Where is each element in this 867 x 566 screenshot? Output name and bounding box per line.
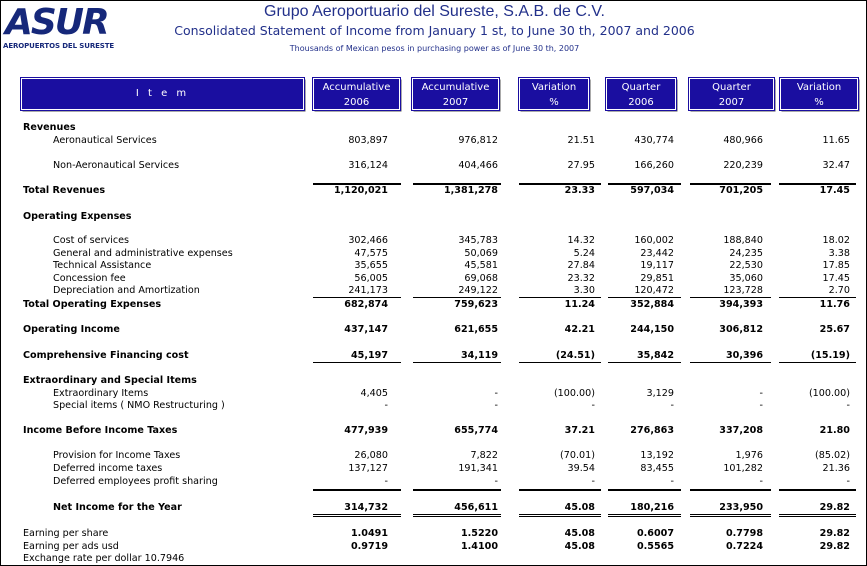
header-line2: % [814, 97, 824, 108]
row-value: 137,127 [348, 463, 388, 474]
row-label: Earning per share [23, 528, 109, 539]
total-rule [519, 514, 601, 517]
row-value: 337,208 [719, 425, 763, 436]
row-value: 191,341 [458, 463, 498, 474]
row-value: - [670, 400, 674, 411]
total-rule [608, 362, 681, 363]
row-value: - [384, 400, 388, 411]
row-value: 45.08 [564, 528, 595, 539]
row-value: (15.19) [810, 350, 850, 361]
row-value: 976,812 [458, 135, 498, 146]
header-col-4 [606, 78, 676, 110]
row-value: 27.95 [567, 160, 595, 171]
row-value: 655,774 [454, 425, 498, 436]
row-label: Non-Aeronautical Services [53, 160, 180, 171]
table-row [1, 350, 867, 362]
row-value: 456,611 [454, 502, 498, 513]
total-rule [519, 362, 601, 363]
row-value: 345,783 [458, 235, 498, 246]
row-label: Total Operating Expenses [23, 299, 162, 310]
table-row [1, 160, 867, 172]
table-row [1, 502, 867, 514]
row-value: 404,466 [458, 160, 498, 171]
company-name: Grupo Aeroportuario del Sureste, S.A.B. de C.V. [264, 3, 605, 20]
row-value: 17.45 [822, 273, 850, 284]
row-value: 4,405 [360, 388, 388, 399]
row-value: 45,581 [464, 260, 498, 271]
row-value: 1,976 [735, 450, 763, 461]
table-row [1, 425, 867, 437]
row-value: 314,732 [344, 502, 388, 513]
total-rule [779, 362, 856, 363]
row-value: 682,874 [344, 299, 388, 310]
units-note: Thousands of Mexican pesos in purchasing power as of June 30 th, 2007 [289, 44, 580, 53]
row-value: 316,124 [348, 160, 388, 171]
row-label: Exchange rate per dollar 10.7946 [23, 553, 185, 564]
row-value: 3.30 [573, 285, 595, 296]
row-label: General and administrative expenses [53, 248, 233, 259]
row-value: - [494, 400, 498, 411]
row-value: 21.51 [567, 135, 595, 146]
row-value: 621,655 [454, 324, 498, 335]
row-label: Extraordinary Items [53, 388, 149, 399]
header-line2: 2006 [343, 97, 370, 108]
row-value: (24.51) [555, 350, 595, 361]
header-col-2 [412, 78, 499, 110]
header-col-3 [519, 78, 589, 110]
header-line2: 2007 [718, 97, 745, 108]
row-value: 17.45 [819, 185, 850, 196]
row-value: 803,897 [348, 135, 388, 146]
row-value: 18.02 [822, 235, 850, 246]
total-rule [519, 489, 601, 491]
row-value: 21.80 [819, 425, 850, 436]
header-col-1 [313, 78, 400, 110]
row-value: 1,381,278 [443, 185, 498, 196]
row-value: - [846, 476, 850, 487]
total-rule [519, 297, 601, 298]
table-row [1, 248, 867, 260]
table-row [1, 553, 867, 565]
header-col-5 [689, 78, 774, 110]
header-line2: 2007 [442, 97, 469, 108]
row-value: 166,260 [634, 160, 674, 171]
row-value: 7,822 [470, 450, 498, 461]
row-value: 45,197 [350, 350, 388, 361]
row-value: 241,173 [348, 285, 388, 296]
table-row [1, 299, 867, 311]
total-rule [313, 489, 401, 491]
row-value: 50,069 [464, 248, 498, 259]
total-rule [413, 297, 501, 298]
row-value: 597,034 [630, 185, 674, 196]
row-value: 759,623 [454, 299, 498, 310]
row-label: Net Income for the Year [53, 502, 182, 513]
row-value: 5.24 [573, 248, 595, 259]
total-rule [690, 297, 771, 298]
row-value: 39.54 [567, 463, 595, 474]
row-value: 11.76 [819, 299, 850, 310]
table-row [1, 135, 867, 147]
row-value: 1.5220 [460, 528, 498, 539]
row-value: 352,884 [630, 299, 674, 310]
total-rule [690, 362, 771, 363]
row-label: Technical Assistance [53, 260, 152, 271]
row-value: 47,575 [354, 248, 388, 259]
row-value: - [591, 400, 595, 411]
row-value: 0.7224 [725, 541, 763, 552]
row-label: Deferred income taxes [53, 463, 163, 474]
row-label: Depreciation and Amortization [53, 285, 200, 296]
row-value: 276,863 [630, 425, 674, 436]
row-value: 23.32 [567, 273, 595, 284]
row-value: 19,117 [640, 260, 674, 271]
table-row [1, 185, 867, 197]
row-value: 306,812 [719, 324, 763, 335]
header-line1: Quarter [712, 82, 751, 93]
row-label: Special items ( NMO Restructuring ) [53, 400, 225, 411]
row-value: 23.33 [564, 185, 595, 196]
row-value: 123,728 [723, 285, 763, 296]
total-rule [779, 297, 856, 298]
row-label: Comprehensive Financing cost [23, 350, 189, 361]
row-value: 21.36 [822, 463, 850, 474]
row-value: 249,122 [458, 285, 498, 296]
row-value: 37.21 [564, 425, 595, 436]
row-value: 14.32 [567, 235, 595, 246]
row-value: 477,939 [344, 425, 388, 436]
row-value: 35,655 [354, 260, 388, 271]
row-value: 11.65 [822, 135, 850, 146]
header-line2: % [549, 97, 559, 108]
header-item-label: I t e m [135, 88, 190, 99]
header-line2: 2006 [628, 97, 654, 108]
row-value: 17.85 [822, 260, 850, 271]
table-row [1, 285, 867, 297]
header-line1: Quarter [621, 82, 661, 93]
row-label: Deferred employees profit sharing [53, 476, 218, 487]
row-value: 220,239 [723, 160, 763, 171]
row-value: 101,282 [723, 463, 763, 474]
row-label: Income Before Income Taxes [23, 425, 178, 436]
row-value: 1,120,021 [333, 185, 388, 196]
row-value: 3,129 [646, 388, 674, 399]
row-label: Revenues [23, 122, 76, 133]
row-value: 244,150 [630, 324, 674, 335]
total-rule [779, 489, 856, 491]
row-value: - [670, 476, 674, 487]
row-value: - [759, 388, 763, 399]
row-value: 233,950 [719, 502, 763, 513]
row-value: (100.00) [553, 388, 595, 399]
header-line1: Accumulative [322, 82, 391, 93]
row-value: - [759, 476, 763, 487]
row-value: 34,119 [460, 350, 498, 361]
row-label: Concession fee [53, 273, 126, 284]
row-value: 3.38 [828, 248, 850, 259]
row-value: 23,442 [640, 248, 674, 259]
total-rule [608, 489, 681, 491]
row-value: 35,842 [636, 350, 674, 361]
total-rule [608, 183, 681, 185]
row-value: 1.0491 [350, 528, 388, 539]
row-value: 29,851 [640, 273, 674, 284]
table-row [1, 463, 867, 475]
total-rule [608, 514, 681, 517]
total-rule [413, 362, 501, 363]
table-row [1, 260, 867, 272]
total-rule [413, 183, 501, 185]
row-value: 160,002 [634, 235, 674, 246]
row-value: 83,455 [640, 463, 674, 474]
row-label: Extraordinary and Special Items [23, 375, 197, 386]
row-value: 120,472 [634, 285, 674, 296]
row-value: 56,005 [354, 273, 388, 284]
row-value: 42.21 [564, 324, 595, 335]
row-value: 32.47 [822, 160, 850, 171]
header-col-6 [780, 78, 858, 110]
row-label: Cost of services [53, 235, 130, 246]
row-value: - [494, 388, 498, 399]
total-rule [413, 514, 501, 517]
header-line1: Accumulative [421, 82, 490, 93]
row-value: - [384, 476, 388, 487]
total-rule [313, 183, 401, 185]
total-rule [779, 183, 856, 185]
row-value: (100.00) [808, 388, 850, 399]
row-value: 29.82 [819, 541, 850, 552]
table-row [1, 324, 867, 336]
total-rule [313, 362, 401, 363]
table-row [1, 541, 867, 553]
row-value: 26,080 [354, 450, 388, 461]
row-value: 701,205 [719, 185, 763, 196]
row-value: 394,393 [719, 299, 763, 310]
logo-wordmark: ASUR [5, 2, 108, 43]
row-value: 69,068 [464, 273, 498, 284]
row-value: 45.08 [564, 502, 595, 513]
row-value: 45.08 [564, 541, 595, 552]
table-row [1, 211, 867, 223]
header-line1: Variation [796, 82, 842, 93]
table-row [1, 450, 867, 462]
table-row [1, 388, 867, 400]
total-rule [313, 514, 401, 517]
header-line1: Variation [531, 82, 577, 93]
total-rule [779, 514, 856, 517]
row-value: 35,060 [729, 273, 763, 284]
row-label: Total Revenues [23, 185, 106, 196]
row-value: - [591, 476, 595, 487]
table-row [1, 235, 867, 247]
statement-title: Consolidated Statement of Income from January 1 st, to June 30 th, 2007 and 2006 [174, 23, 695, 38]
row-label: Operating Income [23, 324, 120, 335]
row-value: - [494, 476, 498, 487]
row-value: 30,396 [725, 350, 763, 361]
row-label: Provision for Income Taxes [53, 450, 181, 461]
row-label: Earning per ads usd [23, 541, 119, 552]
row-value: 24,235 [729, 248, 763, 259]
row-value: 430,774 [634, 135, 674, 146]
table-row [1, 122, 867, 134]
row-value: - [846, 400, 850, 411]
total-rule [690, 514, 771, 517]
row-value: 480,966 [723, 135, 763, 146]
row-value: 0.9719 [350, 541, 388, 552]
table-row [1, 375, 867, 387]
row-value: 11.24 [564, 299, 595, 310]
row-value: 0.7798 [725, 528, 763, 539]
row-value: 180,216 [630, 502, 674, 513]
total-rule [413, 489, 501, 491]
table-row [1, 400, 867, 412]
row-value: 188,840 [723, 235, 763, 246]
table-row [1, 528, 867, 540]
total-rule [690, 183, 771, 185]
row-value: 437,147 [344, 324, 388, 335]
row-value: 0.6007 [636, 528, 674, 539]
table-row [1, 273, 867, 285]
row-value: 29.82 [819, 528, 850, 539]
row-value: 27.84 [567, 260, 595, 271]
row-value: 1.4100 [460, 541, 498, 552]
total-rule [313, 297, 401, 298]
logo-subtitle: AEROPUERTOS DEL SURESTE [3, 42, 115, 50]
row-value: (70.01) [560, 450, 595, 461]
row-value: 0.5565 [636, 541, 674, 552]
total-rule [519, 183, 601, 185]
row-value: 2.70 [828, 285, 850, 296]
row-value: 29.82 [819, 502, 850, 513]
header-item [21, 78, 304, 110]
row-value: 22,530 [729, 260, 763, 271]
row-value: 13,192 [640, 450, 674, 461]
row-label: Operating Expenses [23, 211, 132, 222]
row-value: (85.02) [815, 450, 850, 461]
total-rule [690, 489, 771, 491]
row-value: - [759, 400, 763, 411]
row-label: Aeronautical Services [53, 135, 157, 146]
table-row [1, 476, 867, 488]
total-rule [608, 297, 681, 298]
row-value: 25.67 [819, 324, 850, 335]
row-value: 302,466 [348, 235, 388, 246]
